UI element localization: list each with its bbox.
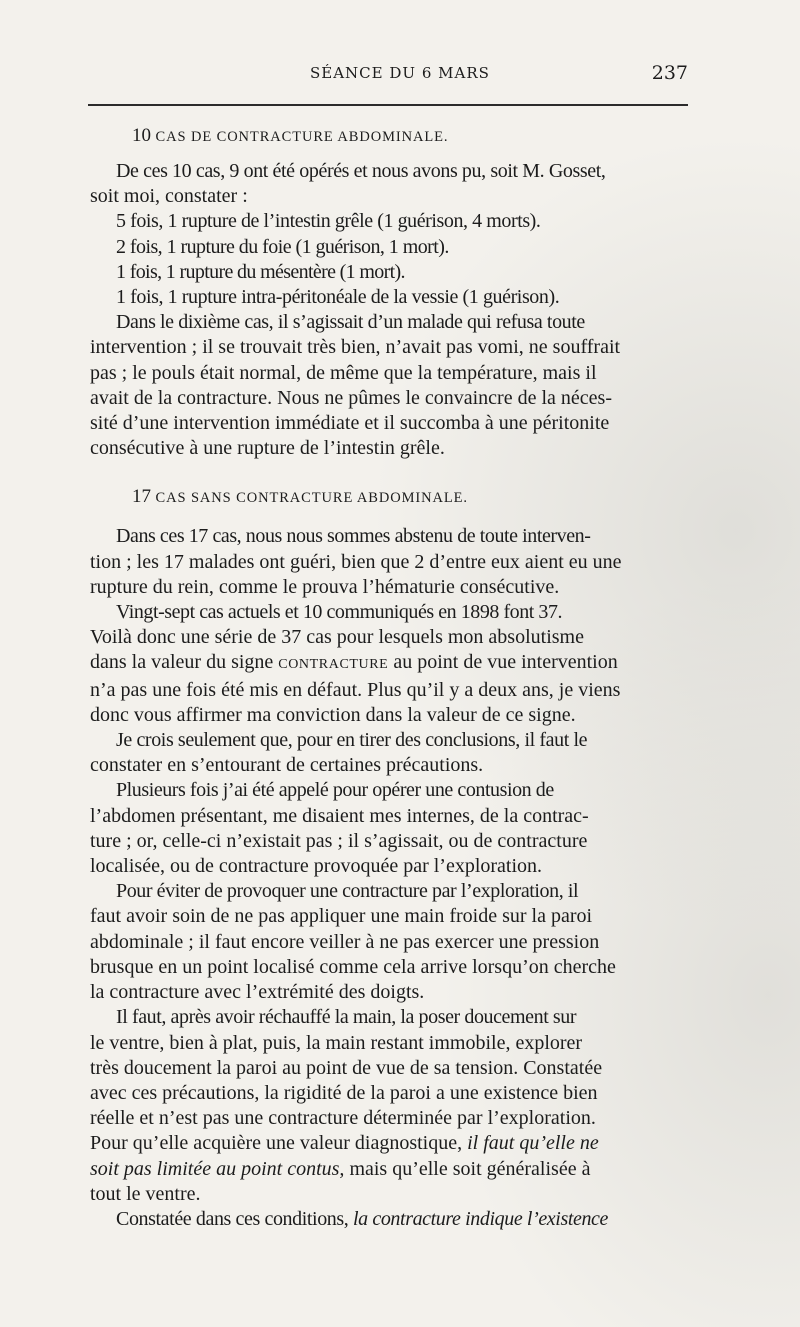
text-line: donc vous affirmer ma conviction dans la valeur de ce signe. xyxy=(90,703,576,726)
text-line: 1 fois, 1 rupture du mésentère (1 mort). xyxy=(116,260,405,283)
paragraph-block-2 xyxy=(90,524,688,1232)
text-line: Il faut, après avoir réchauffé la main, la poser doucement sur xyxy=(116,1006,577,1029)
italic-fragment: il faut qu’elle ne xyxy=(467,1132,599,1155)
heading-number: 17 xyxy=(132,486,151,508)
italic-fragment: la contracture indique l’existence xyxy=(353,1207,609,1230)
text-line: très doucement la paroi au point de vue de sa tension. Constatée xyxy=(90,1056,603,1079)
italic-fragment: soit pas limitée au point contus, xyxy=(90,1157,345,1180)
text-line: localisée, ou de contracture provoquée par l’exploration. xyxy=(90,855,543,878)
body-text xyxy=(90,118,688,1232)
text-line: sité d’une intervention immédiate et il succomba à une péritonite xyxy=(90,412,610,435)
heading-text: CAS SANS CONTRACTURE ABDOMINALE. xyxy=(155,490,468,507)
text-line: l’abdomen présentant, me disaient mes internes, de la contrac- xyxy=(90,804,589,827)
text-line: tion ; les 17 malades ont guéri, bien que 2 d’entre eux aient eu une xyxy=(90,550,622,573)
text-fragment: Constatée dans ces conditions, xyxy=(116,1207,353,1230)
text-line: rupture du rein, comme le prouva l’hématurie consécutive. xyxy=(90,575,560,598)
text-line: Vingt-sept cas actuels et 10 communiqués en 1898 font 37. xyxy=(116,601,563,624)
text-line: consécutive à une rupture de l’intestin grêle. xyxy=(90,437,445,460)
text-line: la contracture avec l’extrémité des doigts. xyxy=(90,981,425,1004)
page-number: 237 xyxy=(651,62,688,84)
text-line: De ces 10 cas, 9 ont été opérés et nous avons pu, soit M. Gosset, xyxy=(116,160,606,182)
section-heading-sans-contracture xyxy=(132,485,688,510)
text-line: Je crois seulement que, pour en tirer des conclusions, il faut le xyxy=(116,729,588,752)
text-line: Voilà donc une série de 37 cas pour lesquels mon absolutisme xyxy=(90,626,584,649)
small-caps-word: CONTRACTURE xyxy=(278,657,389,673)
text-line: avec ces précautions, la rigidité de la paroi a une existence bien xyxy=(90,1081,598,1104)
text-line xyxy=(90,1207,688,1232)
text-line: le ventre, bien à plat, puis, la main restant immobile, explorer xyxy=(90,1031,583,1054)
text-line: n’a pas une fois été mis en défaut. Plus qu’il y a deux ans, je viens xyxy=(90,678,621,701)
text-line xyxy=(90,1157,688,1182)
text-line: constater en s’entourant de certaines précautions. xyxy=(90,754,484,777)
heading-text: CAS DE CONTRACTURE ABDOMINALE. xyxy=(155,129,449,145)
text-line: Dans ces 17 cas, nous nous sommes abstenu de toute interven- xyxy=(116,525,591,548)
text-line: 1 fois, 1 rupture intra-péritonéale de la vessie (1 guérison). xyxy=(116,286,560,309)
text-line: avait de la contracture. Nous ne pûmes le convaincre de la néces- xyxy=(90,386,612,409)
text-line: brusque en un point localisé comme cela arrive lorsqu’on cherche xyxy=(90,955,616,978)
running-head xyxy=(88,64,688,88)
text-line xyxy=(90,1131,688,1156)
text-line: Dans le dixième cas, il s’agissait d’un malade qui refusa toute xyxy=(116,311,585,334)
text-line xyxy=(90,650,688,677)
header-rule xyxy=(88,104,688,106)
text-fragment: dans la valeur du signe xyxy=(90,651,279,674)
text-line: tout le ventre. xyxy=(90,1182,201,1205)
text-line: ture ; or, celle-ci n’existait pas ; il s’agissait, ou de contracture xyxy=(90,829,588,852)
text-line: faut avoir soin de ne pas appliquer une main froide sur la paroi xyxy=(90,905,593,928)
text-line: abdominale ; il faut encore veiller à ne pas exercer une pression xyxy=(90,930,600,953)
running-title: SÉANCE DU 6 MARS xyxy=(310,64,490,82)
text-line: Plusieurs fois j’ai été appelé pour opérer une contusion de xyxy=(116,779,554,802)
text-line: pas ; le pouls était normal, de même que la température, mais il xyxy=(90,361,597,384)
text-line: 2 fois, 1 rupture du foie (1 guérison, 1 mort). xyxy=(116,235,449,258)
text-fragment: Pour qu’elle acquière une valeur diagnostique, xyxy=(90,1132,468,1155)
text-line: réelle et n’est pas une contracture déterminée par l’exploration. xyxy=(90,1107,596,1130)
heading-number: 10 xyxy=(132,125,151,146)
paragraph-block-1 xyxy=(90,159,688,461)
section-heading-contracture xyxy=(132,124,688,149)
text-line: 5 fois, 1 rupture de l’intestin grêle (1 guérison, 4 morts). xyxy=(116,210,541,233)
text-line: soit moi, constater : xyxy=(90,185,248,208)
text-line: intervention ; il se trouvait très bien, n’avait pas vomi, ne souffrait xyxy=(90,336,621,359)
text-line: Pour éviter de provoquer une contracture par l’exploration, il xyxy=(116,880,579,903)
text-fragment: au point de vue intervention xyxy=(388,651,618,674)
text-fragment: mais qu’elle soit généralisée à xyxy=(344,1157,591,1180)
